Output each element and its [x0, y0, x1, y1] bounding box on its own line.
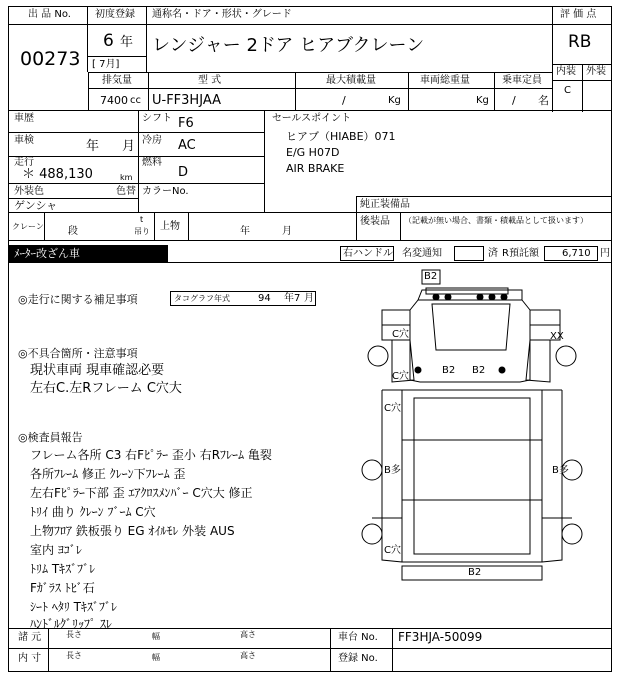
report-line-4: ﾄﾘｲ 曲り ｸﾚｰﾝ ﾌﾞｰﾑ C穴	[30, 505, 156, 519]
inspection-label: 車検	[14, 135, 34, 146]
inspection-month: 月	[122, 139, 136, 154]
mileage-unit: km	[120, 173, 133, 182]
lot-label: 出 品 No.	[28, 9, 71, 20]
lot-number: 00273	[20, 48, 81, 70]
overall-score: RB	[568, 32, 592, 52]
first-reg-label: 初度登録	[95, 9, 135, 20]
diagram-label-xx: XX	[550, 331, 564, 342]
crane-t: t	[140, 215, 144, 224]
inner-dimensions-label: 内 寸	[18, 653, 42, 664]
score-label: 評 価 点	[560, 9, 597, 20]
report-line-7: ﾄﾘﾑ Tｷｽﾞﾌﾞﾚ	[30, 562, 96, 576]
report-line-9: ｼｰﾄ ﾍﾀﾘ Tｷｽﾞﾌﾞﾚ	[30, 600, 117, 614]
defects-title: ◎不具合箇所・注意事項	[18, 347, 138, 360]
defect-line-2: 左右C.左Rフレーム C穴大	[30, 381, 182, 396]
name-change-label: 名変通知	[402, 248, 442, 259]
spec-height-label: 高さ	[240, 630, 256, 639]
retrofit-label: 後装品	[360, 216, 390, 227]
diagram-label-c-hole-4: C穴	[384, 545, 401, 556]
right-handle-label: 右ハンドル	[343, 248, 393, 259]
genuine-equipment-label: 純正装備品	[360, 199, 410, 210]
ac-value: AC	[178, 138, 196, 153]
crane-lift: 吊り	[134, 227, 150, 236]
ac-label: 冷房	[142, 135, 162, 146]
tachograph-label: タコグラフ年式	[174, 294, 230, 303]
first-reg-month: [ 7月]	[92, 59, 120, 70]
report-line-2: 各所ﾌﾚｰﾑ 修正 ｸﾚｰﾝ下ﾌﾚｰﾑ 歪	[30, 467, 186, 481]
max-load-label: 最大積載量	[326, 75, 376, 86]
diagram-label-b2-right: B2	[472, 365, 486, 376]
displacement-unit: cc	[130, 95, 141, 106]
model-value: U-FF3HJAA	[152, 93, 221, 108]
diagram-label-b2-rear: B2	[468, 567, 482, 578]
selling-point-2: E/G H07D	[286, 146, 340, 159]
report-line-5: 上物ﾌﾛｱ 鉄板張り EG ｵｲﾙﾓﾚ 外装 AUS	[30, 524, 235, 538]
upper-month: 月	[282, 226, 292, 237]
first-reg-year: 6	[103, 31, 114, 51]
exterior-label: 外装	[586, 66, 606, 77]
interior-label: 内装	[556, 66, 576, 77]
interior-score: C	[564, 85, 571, 96]
tachograph-month: 7	[294, 293, 301, 304]
diagram-label-c-hole-2: C穴	[392, 371, 409, 382]
r-deposit-value: 6,710	[562, 248, 591, 259]
fuel-label: 燃料	[142, 157, 162, 168]
upper-year: 年	[240, 226, 250, 237]
color-change-label: 色替	[116, 186, 136, 197]
report-line-1: フレーム各所 C3 右Fﾋﾟﾗｰ 歪小 右Rﾌﾚｰﾑ 亀裂	[30, 448, 272, 462]
capacity-sep: /	[512, 94, 516, 107]
gross-weight-label: 車両総重量	[420, 75, 470, 86]
model-label: 型 式	[198, 75, 222, 86]
tachograph-month-unit: 月	[304, 293, 314, 304]
defect-line-1: 現状車両 現車確認必要	[30, 363, 165, 378]
mileage-value: ＊ 488,130	[22, 167, 93, 182]
report-line-3: 左右Fﾋﾟﾗｰ下部 歪 ｴｱｸﾛｽﾒﾝﾊﾞｰ C穴大 修正	[30, 486, 253, 500]
r-deposit-label: R預託額	[502, 248, 539, 259]
car-name: レンジャー 2ドア ヒアブクレーン	[152, 35, 425, 56]
registration-label: 登録 No.	[338, 653, 378, 664]
shift-label: シフト	[142, 113, 172, 124]
retrofit-note: （記載が無い場合、書類・積載品として扱います）	[404, 216, 588, 225]
fuel-value: D	[178, 165, 189, 180]
spec-length-label: 長さ	[66, 630, 82, 639]
crane-label: クレーン	[12, 222, 44, 231]
report-line-6: 室内 ﾖｺﾞﾚ	[30, 543, 82, 557]
mileage-label: 走行	[14, 157, 34, 168]
inner-length-label: 長さ	[66, 651, 82, 660]
meter-tampered-banner: ﾒｰﾀｰ改ざん車	[8, 245, 168, 262]
chassis-number: FF3HJA-50099	[398, 630, 483, 644]
upper-label: 上物	[160, 221, 180, 232]
diagram-label-b2-top: B2	[424, 271, 438, 282]
shift-value: F6	[178, 116, 194, 131]
diagram-label-c-hole-3: C穴	[384, 403, 401, 414]
displacement-label: 排気量	[102, 75, 132, 86]
name-label: 通称名・ドア・形状・グレード	[152, 9, 292, 20]
selling-point-label: セールスポイント	[272, 113, 352, 124]
selling-point-3: AIR BRAKE	[286, 162, 345, 175]
color-no-label: カラーNo.	[142, 186, 189, 197]
tachograph-year: 94	[258, 293, 271, 304]
max-load-sep: /	[342, 94, 346, 107]
spec-width-label: 幅	[152, 632, 160, 641]
inspector-report-title: ◎検査員報告	[18, 431, 83, 444]
report-line-8: Fｶﾞﾗｽ ﾄﾋﾞ石	[30, 581, 95, 595]
diagram-label-b-many-left: B多	[384, 465, 401, 476]
capacity-label: 乗車定員	[502, 75, 542, 86]
tachograph-year-unit: 年	[284, 293, 294, 304]
inner-width-label: 幅	[152, 653, 160, 662]
diagram-label-b-many-right: B多	[552, 465, 569, 476]
tax-label: 済	[488, 248, 498, 259]
capacity-unit: 名	[538, 94, 549, 107]
crane-stage: 段	[68, 226, 78, 237]
chassis-label: 車台 No.	[338, 632, 378, 643]
inspection-year: 年	[86, 139, 100, 154]
specs-label: 諸 元	[18, 632, 42, 643]
color-label: 外装色	[14, 186, 44, 197]
selling-point-1: ヒアブ（HIABE）071	[286, 130, 396, 143]
max-load-unit: Kg	[388, 95, 401, 106]
report-line-10: ﾊﾝﾄﾞﾙｸﾞﾘｯﾌﾟ ｽﾚ	[30, 617, 112, 631]
diagram-label-c-hole-1: C穴	[392, 329, 409, 340]
running-notes-title: ◎走行に関する補足事項	[18, 293, 138, 306]
color-value: ゲンシャ	[14, 199, 58, 212]
gross-weight-unit: Kg	[476, 95, 489, 106]
history-label: 車歴	[14, 113, 34, 124]
diagram-label-b2-left: B2	[442, 365, 456, 376]
r-deposit-unit: 円	[600, 248, 610, 259]
first-reg-year-unit: 年	[120, 35, 134, 50]
displacement-value: 7400	[100, 94, 128, 107]
inner-height-label: 高さ	[240, 651, 256, 660]
